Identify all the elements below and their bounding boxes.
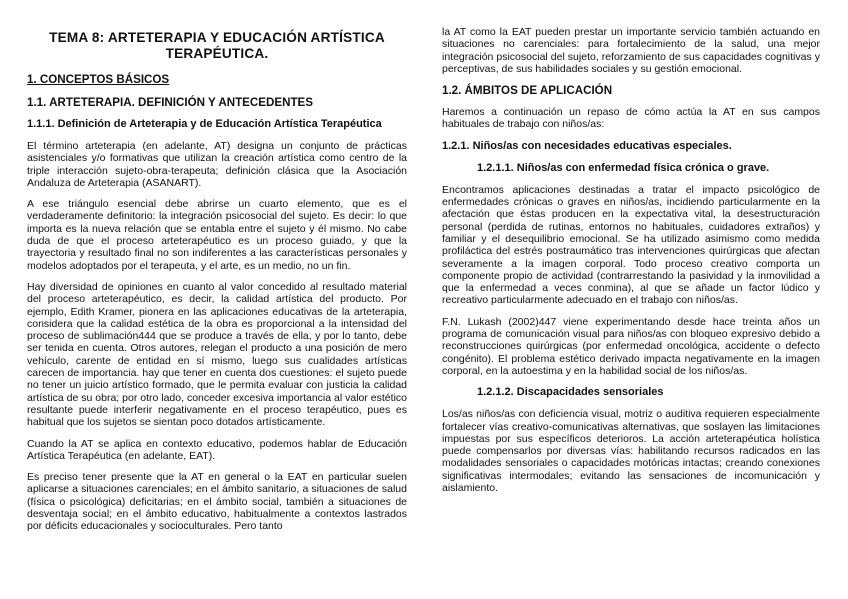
subsubsection-heading-enfermedad: 1.2.1.1. Niños/as con enfermedad física crónica o grave.: [477, 161, 770, 174]
paragraph: Los/as niños/as con deficiencia visual, motriz o auditiva requieren especialmente fortalecer vías creativo-comunicativas alternativas, que soslayen las limitaciones impuestas por sus específicos deterioros. La acción arteterapéutica holística puede compensarlos por diversas vías: habilitando recursos radicados en las modalidades sensoriales o capacidades motóricas intactas; creando conexiones significativas intermodales; evitando las sensaciones de incomunicación y aislamiento.: [442, 408, 820, 495]
paragraph: A ese triángulo esencial debe abrirse un cuarto elemento, que es el verdaderamente definitorio: la integración psicosocial del sujeto. Es decir: lo que importa es la nueva relación que se entabla entre el sujeto y él mismo. No cabe duda de que el proceso arteterapéutico es un proceso guiado, y que la trayectoria y resultado final no son indiferentes a las características personales y modelos adoptados por el terapeuta, y el arte, es un medio, no un fin.: [27, 198, 407, 272]
paragraph-intro: Haremos a continuación un repaso de cómo actúa la AT en sus campos habituales de trabajo con niños/as:: [442, 106, 820, 131]
subsubsection-heading-discapacidades: 1.2.1.2. Discapacidades sensoriales: [477, 386, 664, 399]
subsection-heading-necesidades: 1.2.1. Niños/as con necesidades educativas especiales.: [442, 139, 732, 152]
paragraph: Hay diversidad de opiniones en cuanto al valor concedido al resultado material del proceso arteterapéutico, es decir, la calidad artística del producto. Por ejemplo, Edith Kramer, pionera en las aplicaciones educativas de la arteterapia, considera que la calidad estética de la obra es proporcional a la intensidad del proceso de sublimación444 que se produce a través de ella, y por lo tanto, debe ser tenida en cuenta. Otros autores, relegan el producto a una posición de mero vehículo, carente de entidad en sí mismo, luego sus cualidades artísticas carecen de importancia. hay que tener en cuenta dos cuestiones: el sujeto puede no tener un juicio artístico formado, que le permita evaluar con justicia la calidad artística de su obra; por otro lado, conceder excesiva importancia al valor estético resultante puede interferir negativamente en el proceso terapéutico, pues es habitual que los sujetos se sientan poco dotados artísticamente.: [27, 280, 407, 429]
right-column: [442, 26, 820, 503]
section-heading-conceptos: 1. CONCEPTOS BÁSICOS: [27, 73, 170, 86]
paragraph: Es preciso tener presente que la AT en general o la EAT en particular suelen aplicarse a situaciones carenciales; en el ámbito sanitario, a situaciones de salud (física o psicológica) deficitarias; en el ámbito social, también a situaciones de desventaja social; en el ámbito educativo, habitualmente a contextos lastrados por déficits educacionales y socioculturales. Pero tanto: [27, 471, 407, 533]
paragraph: El término arteterapia (en adelante, AT) designa un conjunto de prácticas asistenciales y/o formativas que utilizan la creación artística como centro de la triple interacción sujeto-obra-terapeuta; definición clásica que la Asociación Andaluza de Arteterapia (ASANART).: [27, 140, 407, 189]
paragraph: F.N. Lukash (2002)447 viene experimentando desde hace treinta años un programa de comunicación visual para niños/as con bloqueo expresivo debido a reconstrucciones quirúrgicas (por enfermedad oncológica, accidente o defecto congénito). El problema estético derivado impacta negativamente en la imagen corporal, en la autoestima y en la habilidad social de los niños/as.: [442, 315, 820, 377]
paragraph-continuation: la AT como la EAT pueden prestar un importante servicio también actuando en situaciones no carenciales: para fortalecimiento de la salud, una mejor integración psicosocial del sujeto, reforzamiento de sus capacidades cognitivas y perceptivas, de sus habilidades sociales y su gestión emocional.: [442, 26, 820, 75]
paragraph: Encontramos aplicaciones destinadas a tratar el impacto psicológico de enfermedades crónicas o graves en niños/as, incidiendo particularmente en la afectación que éstas producen en la expectativa vital, la desestructuración personal (perdida de rutinas, entornos no habituales, cuidadores extraños) y familiar y el desequilibrio emocional. Se ha utilizado asimismo como medida profiláctica del estrés postraumático tras intervenciones quirúrgicas que afectan severamente a la imagen corporal. Todo proceso creativo comporta un componente propio de actividad (contrarrestando la pasividad y la inmovilidad a que la enfermedad a veces conmina), al que se añade un factor lúdico y recreativo particularmente adecuado en el trabajo con niños/as.: [442, 183, 820, 307]
document-title: TEMA 8: ARTETERAPIA Y EDUCACIÓN ARTÍSTICA TERAPÉUTICA.: [49, 30, 385, 61]
left-column: [27, 26, 407, 542]
section-heading-ambitos: 1.2. ÁMBITOS DE APLICACIÓN: [442, 84, 613, 98]
paragraph: Cuando la AT se aplica en contexto educativo, podemos hablar de Educación Artística Terapéutica (en adelante, EAT).: [27, 437, 407, 462]
subsubsection-heading-definicion: 1.1.1. Definición de Arteterapia y de Educación Artística Terapéutica: [27, 118, 382, 130]
subsection-heading-arteterapia: 1.1. ARTETERAPIA. DEFINICIÓN Y ANTECEDENTES: [27, 96, 314, 109]
